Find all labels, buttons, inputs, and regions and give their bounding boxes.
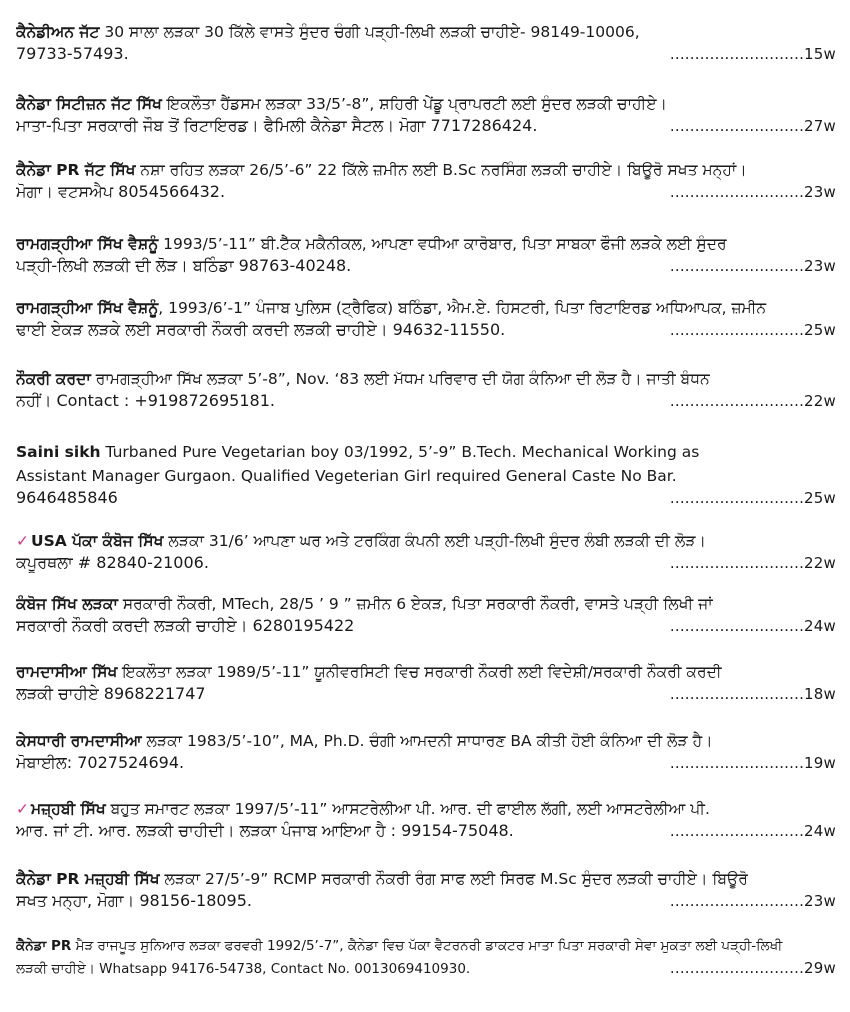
ad-heading: ਕੈਨੇਡਾ PR: [16, 938, 72, 954]
classified-ad-12: [16, 797, 836, 841]
classified-ad-7: [16, 440, 836, 507]
ad-price: ...........................23w: [669, 892, 836, 910]
classified-ad-5: [16, 296, 836, 340]
ad-text: 9646485846: [16, 488, 118, 507]
ad-heading: ਮਜ਼੍ਹਬੀ ਸਿੱਖ: [31, 800, 106, 818]
ad-text: ਰਾਮਗੜ੍ਹੀਆ ਸਿੱਖ ਲੜਕਾ 5’-8”, Nov. ‘83 ਲਈ ਮੱਧਮ ਪਰਿਵਾਰ ਦੀ ਯੋਗ ਕੰਨਿਆ ਦੀ ਲੋੜ ਹੈ। ਜਾਤੀ ਬੰਧਨ: [90, 370, 710, 388]
ad-text: 79733-57493.: [16, 44, 129, 63]
ad-text: ਆਰ. ਜਾਂ ਟੀ. ਆਰ. ਲੜਕੀ ਚਾਹੀਦੀ। ਲੜਕਾ ਪੰਜਾਬ ਆਇਆ ਹੈ : 99154-75048.: [16, 821, 514, 840]
ad-heading: ਕੇਸਧਾਰੀ ਰਾਮਦਾਸੀਆ: [16, 732, 142, 750]
ad-text: , 1993/6’-1” ਪੰਜਾਬ ਪੁਲਿਸ (ਟ੍ਰੈਫਿਕ) ਬਠਿੰਡਾ, ਐਮ.ਏ. ਹਿਸਟਰੀ, ਪਿਤਾ ਰਿਟਾਇਰਡ ਅਧਿਆਪਕ, ਜ਼ਮੀਨ: [158, 299, 767, 317]
ad-price: ...........................24w: [669, 617, 836, 635]
ad-price: ...........................25w: [669, 321, 836, 339]
classified-ad-9: [16, 592, 836, 636]
ad-text: ਇਕਲੌਤਾ ਲੜਕਾ 1989/5’-11” ਯੂਨੀਵਰਸਿਟੀ ਵਿਚ ਸਰਕਾਰੀ ਨੌਕਰੀ ਲਈ ਵਿਦੇਸ਼ੀ/ਸਰਕਾਰੀ ਨੌਕਰੀ ਕਰਦੀ: [117, 663, 722, 681]
ad-price: ...........................22w: [669, 554, 836, 572]
ad-heading: ਨੌਕਰੀ ਕਰਦਾ: [16, 370, 91, 388]
classified-ad-13: [16, 867, 836, 911]
ad-text: Assistant Manager Gurgaon. Qualified Vegeterian Girl required General Caste No Bar.: [16, 467, 677, 485]
ad-heading: ਕੰਬੋਜ ਸਿੱਖ ਲੜਕਾ: [16, 595, 118, 613]
ad-price: ...........................25w: [669, 489, 836, 507]
ad-heading: USA ਪੱਕਾ ਕੰਬੋਜ ਸਿੱਖ: [31, 532, 164, 550]
ad-text: ਮੈੜ ਰਾਜਪੂਤ ਸੁਨਿਆਰ ਲੜਕਾ ਫਰਵਰੀ 1992/5’-7”, ਕੈਨੇਡਾ ਵਿਚ ਪੱਕਾ ਵੈਟਰਨਰੀ ਡਾਕਟਰ ਮਾਤਾ ਪਿਤਾ ਸਰਕਾਰੀ ਸੇਵਾ ਮੁਕਤਾ ਲਈ ਪੜ੍ਹੀ-ਲਿਖੀ: [71, 938, 783, 954]
classified-ad-2: [16, 92, 836, 136]
ad-price: ...........................19w: [669, 754, 836, 772]
ad-text: ਪੜ੍ਹੀ-ਲਿਖੀ ਲੜਕੀ ਦੀ ਲੋੜ। ਬਠਿੰਡਾ 98763-40248.: [16, 256, 352, 275]
classified-ad-3: [16, 158, 836, 202]
ad-price: ...........................22w: [669, 392, 836, 410]
ad-text: 1993/5’-11” ਬੀ.ਟੈੱਕ ਮਕੈਨੀਕਲ, ਆਪਣਾ ਵਧੀਆ ਕਾਰੋਬਾਰ, ਪਿਤਾ ਸਾਬਕਾ ਫੌਜੀ ਲੜਕੇ ਲਈ ਸੁੰਦਰ: [158, 235, 727, 253]
ad-text: ਢਾਈ ਏਕੜ ਲੜਕੇ ਲਈ ਸਰਕਾਰੀ ਨੌਕਰੀ ਕਰਦੀ ਲੜਕੀ ਚਾਹੀਏ। 94632-11550.: [16, 320, 506, 339]
ad-heading: ਰਾਮਦਾਸੀਆ ਸਿੱਖ: [16, 663, 118, 681]
ad-text: Turbaned Pure Vegetarian boy 03/1992, 5’-9” B.Tech. Mechanical Working as: [100, 443, 700, 461]
classified-ad-10: [16, 660, 836, 704]
ad-price: ...........................24w: [669, 822, 836, 840]
check-icon: ✓: [16, 532, 29, 550]
ad-text: ਸਰਕਾਰੀ ਨੌਕਰੀ ਕਰਦੀ ਲੜਕੀ ਚਾਹੀਏ। 6280195422: [16, 616, 355, 635]
check-icon: ✓: [16, 800, 29, 818]
ad-price: ...........................23w: [669, 257, 836, 275]
ad-price: ...........................15w: [669, 45, 836, 63]
ad-text: ਬਹੁਤ ਸਮਾਰਟ ਲੜਕਾ 1997/5’-11” ਆਸਟਰੇਲੀਆ ਪੀ. ਆਰ. ਦੀ ਫਾਈਲ ਲੱਗੀ, ਲਈ ਆਸਟਰੇਲੀਆ ਪੀ.: [105, 800, 710, 818]
ad-heading: ਕੈਨੇਡਾ ਸਿਟੀਜ਼ਨ ਜੱਟ ਸਿੱਖ: [16, 95, 162, 113]
ad-text: ਨਸ਼ਾ ਰਹਿਤ ਲੜਕਾ 26/5’-6” 22 ਕਿੱਲੇ ਜ਼ਮੀਨ ਲਈ B.Sc ਨਰਸਿੰਗ ਲੜਕੀ ਚਾਹੀਏ। ਬਿਊਰੋ ਸਖਤ ਮਨ੍ਹਾਂ।: [135, 161, 747, 179]
ad-text: ਲੜਕਾ 1983/5’-10”, MA, Ph.D. ਚੰਗੀ ਆਮਦਨੀ ਸਾਧਾਰਣ BA ਕੀਤੀ ਹੋਈ ਕੰਨਿਆ ਦੀ ਲੋੜ ਹੈ।: [141, 732, 713, 750]
ad-price: ...........................18w: [669, 685, 836, 703]
ad-price: ...........................27w: [669, 117, 836, 135]
classified-ad-14: [16, 935, 836, 980]
classified-ad-11: [16, 729, 836, 773]
ad-heading: ਰਾਮਗੜ੍ਹੀਆ ਸਿੱਖ ਵੈਸ਼ਨੂੰ: [16, 235, 159, 253]
ad-text: ਲੜਕਾ 27/5’-9” RCMP ਸਰਕਾਰੀ ਨੌਕਰੀ ਰੰਗ ਸਾਫ ਲਈ ਸਿਰਫ M.Sc ਸੁੰਦਰ ਲੜਕੀ ਚਾਹੀਏ। ਬਿਊਰੋ: [159, 870, 748, 888]
ad-text: ਨਹੀਂ। Contact : +919872695181.: [16, 391, 275, 410]
ad-price: ...........................29w: [669, 959, 836, 977]
ad-text: ਇਕਲੌਤਾ ਹੈਂਡਸਮ ਲੜਕਾ 33/5’-8”, ਸ਼ਹਿਰੀ ਪੇਂਡੂ ਪ੍ਰਾਪਰਟੀ ਲਈ ਸੁੰਦਰ ਲੜਕੀ ਚਾਹੀਏ।: [161, 95, 667, 113]
classified-ad-6: [16, 367, 836, 411]
ad-text: ਸਖਤ ਮਨ੍ਹਾ, ਮੋਗਾ। 98156-18095.: [16, 891, 252, 910]
ad-heading: Saini sikh: [16, 443, 101, 461]
ad-text: ਕਪੂਰਥਲਾ # 82840-21006.: [16, 553, 209, 572]
ad-heading: ਕੈਨੇਡਾ PR ਮਜ਼੍ਹਬੀ ਸਿੱਖ: [16, 870, 160, 888]
classified-ad-4: [16, 232, 836, 276]
ad-price: ...........................23w: [669, 183, 836, 201]
ad-heading: ਕੈਨੇਡੀਅਨ ਜੱਟ: [16, 23, 100, 41]
ad-text: ਲੜਕੀ ਚਾਹੀਏ 8968221747: [16, 684, 206, 703]
ad-heading: ਰਾਮਗੜ੍ਹੀਆ ਸਿੱਖ ਵੈਸ਼ਨੂੰ: [16, 299, 159, 317]
ad-text: ਮੋਗਾ। ਵਟਸਐਪ 8054566432.: [16, 182, 226, 201]
ad-text: ਲੜਕਾ 31/6’ ਆਪਣਾ ਘਰ ਅਤੇ ਟਰਕਿੰਗ ਕੰਪਨੀ ਲਈ ਪੜ੍ਹੀ-ਲਿਖੀ ਸੁੰਦਰ ਲੰਬੀ ਲੜਕੀ ਦੀ ਲੋੜ।: [163, 532, 706, 550]
ad-text: ਮੋਬਾਈਲ: 7027524694.: [16, 753, 185, 772]
ad-text: ਮਾਤਾ-ਪਿਤਾ ਸਰਕਾਰੀ ਜੌਬ ਤੋਂ ਰਿਟਾਇਰਡ। ਫੈਮਿਲੀ ਕੈਨੇਡਾ ਸੈਟਲ। ਮੋਗਾ 7717286424.: [16, 116, 538, 135]
ad-text: 30 ਸਾਲਾ ਲੜਕਾ 30 ਕਿੱਲੇ ਵਾਸਤੇ ਸੁੰਦਰ ਚੰਗੀ ਪੜ੍ਹੀ-ਲਿਖੀ ਲੜਕੀ ਚਾਹੀਏ- 98149-10006,: [99, 23, 640, 41]
ad-text: ਸਰਕਾਰੀ ਨੌਕਰੀ, MTech, 28/5 ’ 9 ” ਜ਼ਮੀਨ 6 ਏਕੜ, ਪਿਤਾ ਸਰਕਾਰੀ ਨੌਕਰੀ, ਵਾਸਤੇ ਪੜ੍ਹੀ ਲਿਖੀ ਜਾਂ: [117, 595, 713, 613]
classified-ad-1: [16, 20, 836, 63]
ad-heading: ਕੈਨੇਡਾ PR ਜੱਟ ਸਿੱਖ: [16, 161, 136, 179]
classified-ad-8: [16, 529, 836, 573]
ad-text: ਲੜਕੀ ਚਾਹੀਏ। Whatsapp 94176-54738, Contact No. 0013069410930.: [16, 961, 471, 977]
